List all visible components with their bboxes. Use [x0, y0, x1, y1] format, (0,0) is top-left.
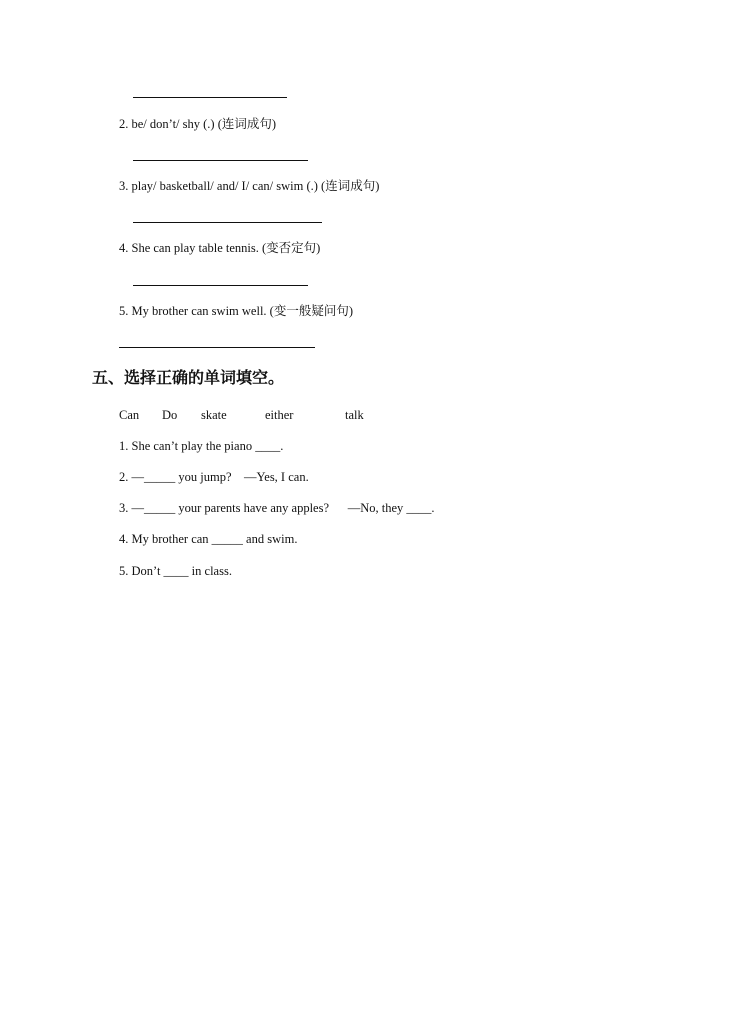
answer-line-3[interactable] [133, 222, 322, 223]
question-item-4: 4. She can play table tennis. (变否定句) [119, 241, 321, 255]
word-bank-item: Do [162, 408, 178, 422]
fill-item-4: 4. My brother can _____ and swim. [119, 532, 298, 546]
word-bank-item: either [265, 408, 294, 422]
word-bank-item: talk [345, 408, 364, 422]
answer-line-1[interactable] [133, 97, 287, 98]
section-heading: 五、选择正确的单词填空。 [92, 368, 285, 387]
question-item-2: 2. be/ don’t/ shy (.) (连词成句) [119, 117, 277, 131]
word-bank-item: Can [119, 408, 140, 422]
fill-item-1: 1. She can’t play the piano ____. [119, 439, 284, 453]
answer-line-4[interactable] [133, 285, 308, 286]
fill-item-5: 5. Don’t ____ in class. [119, 564, 232, 578]
answer-line-5[interactable] [119, 347, 315, 348]
fill-item-3: 3. —_____ your parents have any apples? —No, they ____. [119, 501, 435, 515]
fill-item-2: 2. —_____ you jump? —Yes, I can. [119, 470, 309, 484]
question-item-5: 5. My brother can swim well. (变一般疑问句) [119, 304, 353, 318]
word-bank-item: skate [201, 408, 227, 422]
answer-line-2[interactable] [133, 160, 308, 161]
question-item-3: 3. play/ basketball/ and/ I/ can/ swim (.) (连词成句) [119, 179, 380, 193]
